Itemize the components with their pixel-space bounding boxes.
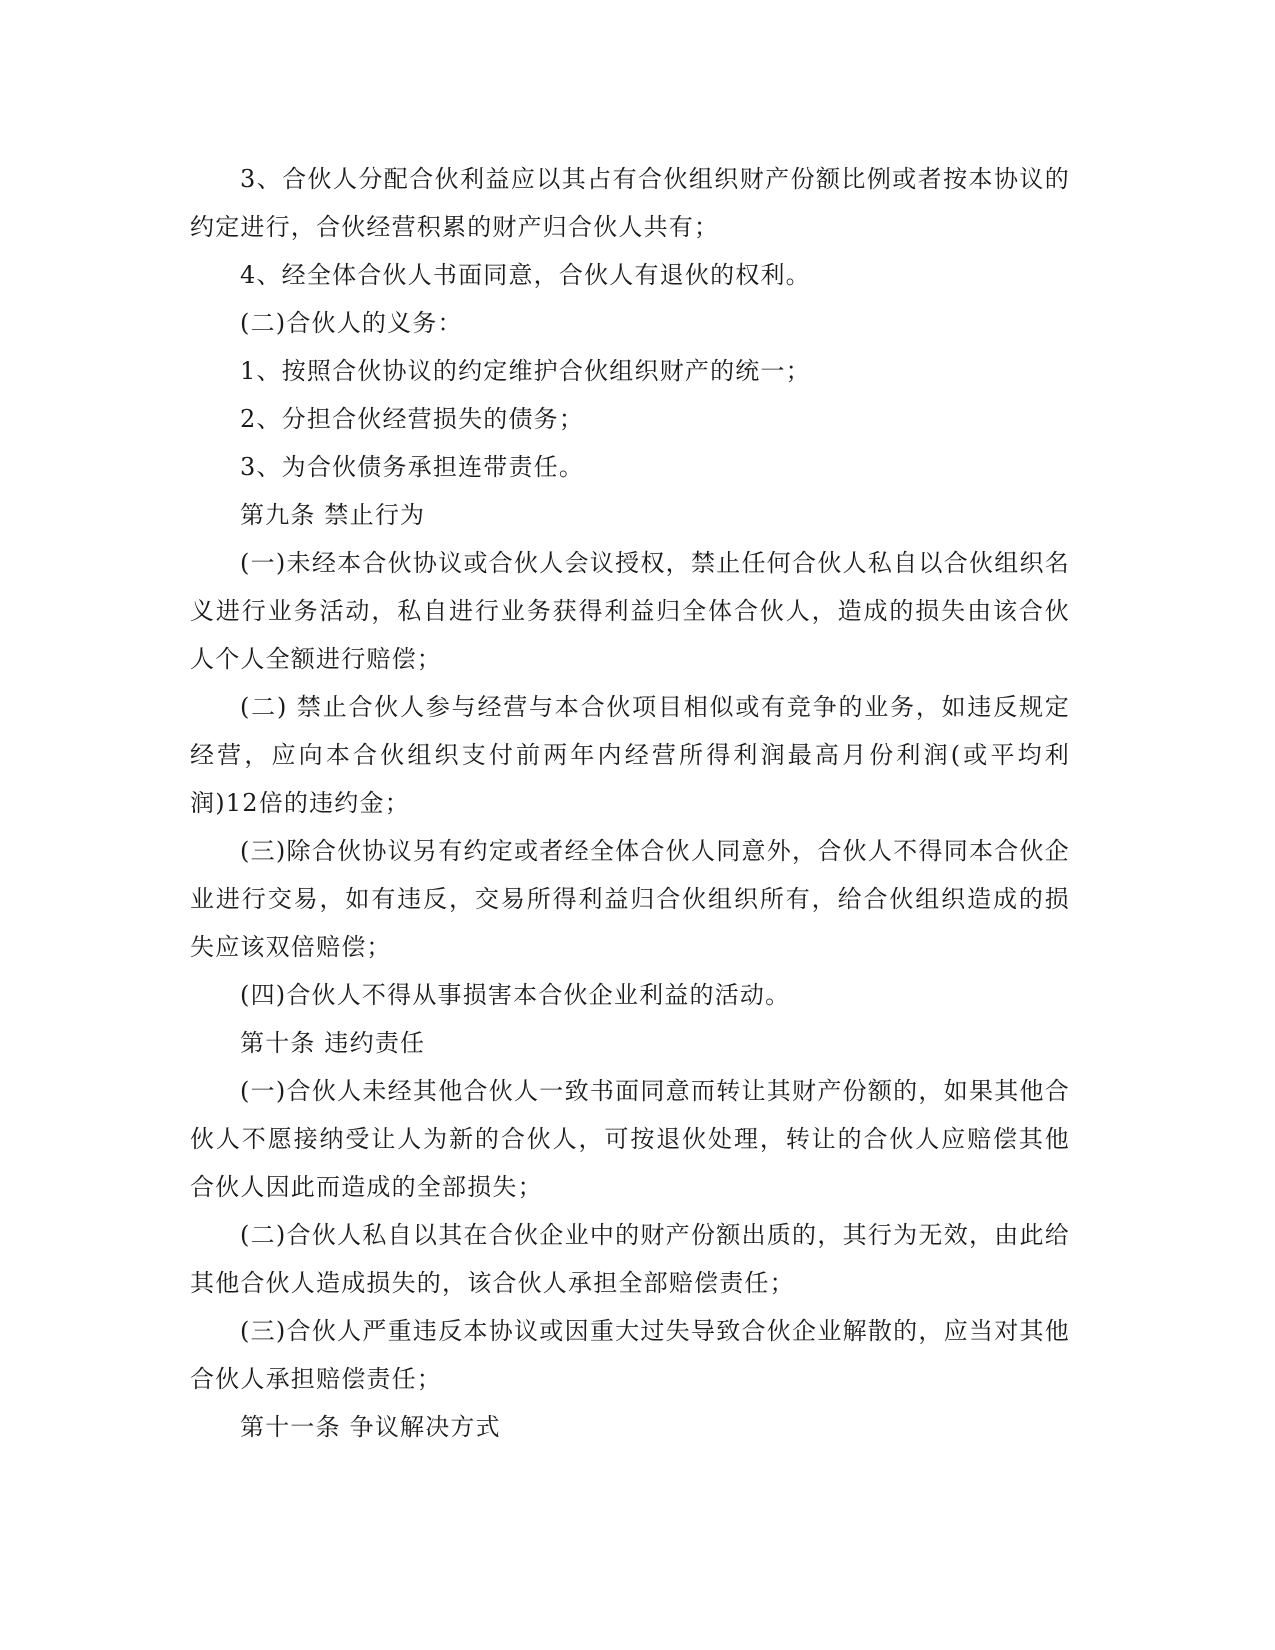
paragraph-prohibition-4: (四)合伙人不得从事损害本合伙企业利益的活动。 (240, 981, 791, 1009)
paragraph-prohibition-2: (二) 禁止合伙人参与经营与本合伙项目相似或有竞争的业务，如违反规定经营，应向本合伙组织支付前两年内经营所得利润最高月份利润(或平均利润)12倍的违约金； (190, 693, 1070, 817)
paragraph-obligations-heading: (二)合伙人的义务： (240, 309, 463, 337)
paragraph-prohibition-1: (一)未经本合伙协议或合伙人会议授权，禁止任何合伙人私自以合伙组织名义进行业务活动，私自进行业务获得利益归全体合伙人，造成的损失由该合伙人个人全额进行赔偿； (190, 549, 1070, 673)
paragraph-obligation-3: 3、为合伙债务承担连带责任。 (240, 453, 585, 481)
paragraph-withdrawal-right: 4、经全体合伙人书面同意，合伙人有退伙的权利。 (240, 261, 811, 289)
paragraph-profit-distribution: 3、合伙人分配合伙利益应以其占有合伙组织财产份额比例或者按本协议的约定进行，合伙经营积累的财产归合伙人共有； (190, 165, 1070, 241)
paragraph-obligation-1: 1、按照合伙协议的约定维护合伙组织财产的统一； (240, 357, 811, 385)
document-body (190, 155, 1070, 1451)
article-10-heading: 第十条 违约责任 (240, 1029, 426, 1057)
article-9-heading: 第九条 禁止行为 (240, 501, 426, 529)
article-11-heading: 第十一条 争议解决方式 (240, 1413, 501, 1441)
paragraph-liability-2: (二)合伙人私自以其在合伙企业中的财产份额出质的，其行为无效，由此给其他合伙人造成损失的，该合伙人承担全部赔偿责任； (190, 1221, 1070, 1297)
paragraph-obligation-2: 2、分担合伙经营损失的债务； (240, 405, 585, 433)
paragraph-liability-1: (一)合伙人未经其他合伙人一致书面同意而转让其财产份额的，如果其他合伙人不愿接纳受让人为新的合伙人，可按退伙处理，转让的合伙人应赔偿其他合伙人因此而造成的全部损失； (190, 1077, 1070, 1201)
paragraph-liability-3: (三)合伙人严重违反本协议或因重大过失导致合伙企业解散的，应当对其他合伙人承担赔偿责任； (190, 1317, 1070, 1393)
paragraph-prohibition-3: (三)除合伙协议另有约定或者经全体合伙人同意外，合伙人不得同本合伙企业进行交易，如有违反，交易所得利益归合伙组织所有，给合伙组织造成的损失应该双倍赔偿； (190, 837, 1070, 961)
